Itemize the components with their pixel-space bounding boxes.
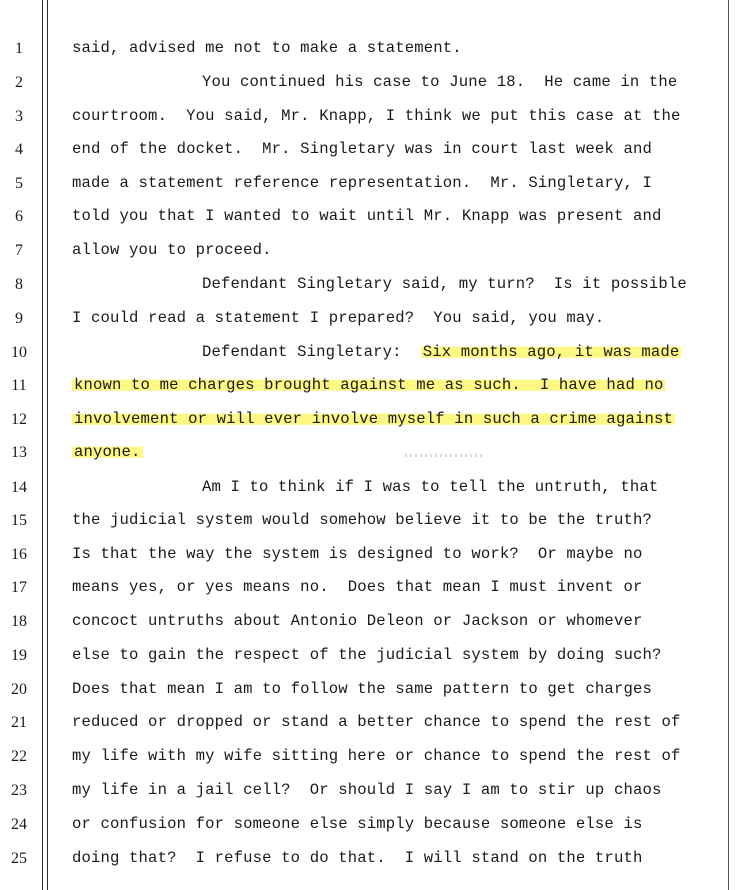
line-text: means yes, or yes means no. Does that mean I must invent or: [72, 578, 643, 596]
line-number: 1: [15, 40, 23, 57]
transcript-line-4: [0, 133, 739, 166]
line-number: 5: [15, 175, 23, 192]
line-number: 9: [15, 310, 23, 327]
transcript-line-21: [0, 706, 739, 739]
line-text: else to gain the respect of the judicial system by doing such?: [72, 646, 662, 664]
transcript-line-23: [0, 774, 739, 807]
line-number: 23: [11, 782, 27, 799]
line-number: 14: [11, 479, 27, 496]
line-text: [72, 369, 665, 402]
line-text: end of the docket. Mr. Singletary was in court last week and: [72, 140, 652, 158]
transcript-line-10: [0, 336, 739, 369]
line-number: 24: [11, 816, 27, 833]
line-number: 12: [11, 411, 27, 428]
line-text: [72, 403, 675, 436]
line-number: 3: [15, 108, 23, 125]
line-number: 17: [11, 579, 27, 596]
line-text: my life in a jail cell? Or should I say I am to stir up chaos: [72, 781, 662, 799]
line-text: the judicial system would somehow believe it to be the truth?: [72, 511, 652, 529]
transcript-line-20: [0, 673, 739, 706]
transcript-line-7: [0, 234, 739, 267]
line-number: 11: [11, 377, 27, 394]
scan-smudge: [405, 454, 483, 457]
line-number: 8: [15, 276, 23, 293]
transcript-line-15: [0, 504, 739, 537]
line-number: 16: [11, 546, 27, 563]
line-text: my life with my wife sitting here or chance to spend the rest of: [72, 747, 681, 765]
highlighted-text: known to me charges brought against me as such. I have had no: [74, 376, 664, 394]
transcript-line-17: [0, 571, 739, 604]
highlighted-text: anyone.: [74, 443, 141, 461]
transcript-line-11: [0, 369, 739, 402]
speaker-label: Defendant Singletary:: [202, 343, 421, 361]
transcript-line-25: [0, 842, 739, 875]
transcript-line-13: [0, 436, 739, 469]
transcript-line-24: [0, 808, 739, 841]
line-text: You continued his case to June 18. He came in the: [202, 73, 678, 91]
transcript-line-14: [0, 471, 739, 504]
line-number: 19: [11, 647, 27, 664]
line-text: made a statement reference representation. Mr. Singletary, I: [72, 174, 652, 192]
transcript-line-2: [0, 66, 739, 99]
transcript-line-22: [0, 740, 739, 773]
line-number: 20: [11, 681, 27, 698]
line-text: Am I to think if I was to tell the untruth, that: [202, 478, 659, 496]
line-number: 6: [15, 208, 23, 225]
line-text: allow you to proceed.: [72, 241, 272, 259]
transcript-line-16: [0, 538, 739, 571]
line-number: 22: [11, 748, 27, 765]
transcript-line-18: [0, 605, 739, 638]
line-number: 2: [15, 74, 23, 91]
transcript-line-6: [0, 200, 739, 233]
line-text: concoct untruths about Antonio Deleon or Jackson or whomever: [72, 612, 643, 630]
transcript-line-3: [0, 100, 739, 133]
line-text: told you that I wanted to wait until Mr. Knapp was present and: [72, 207, 662, 225]
transcript-line-19: [0, 639, 739, 672]
line-text: reduced or dropped or stand a better chance to spend the rest of: [72, 713, 681, 731]
line-number: 7: [15, 242, 23, 259]
transcript-line-1: [0, 32, 739, 65]
transcript-line-5: [0, 167, 739, 200]
line-number: 13: [11, 444, 27, 461]
line-number: 25: [11, 850, 27, 867]
line-number: 18: [11, 613, 27, 630]
line-text: said, advised me not to make a statement.: [72, 39, 462, 57]
line-text: Is that the way the system is designed to work? Or maybe no: [72, 545, 643, 563]
highlighted-text: Six months ago, it was made: [422, 343, 680, 361]
line-text: [202, 336, 681, 369]
line-number: 15: [11, 512, 27, 529]
line-text: Defendant Singletary said, my turn? Is it possible: [202, 275, 687, 293]
transcript-line-8: [0, 268, 739, 301]
line-text: [72, 436, 143, 469]
line-number: 4: [15, 141, 23, 158]
line-text: I could read a statement I prepared? You said, you may.: [72, 309, 605, 327]
line-text: or confusion for someone else simply because someone else is: [72, 815, 643, 833]
line-text: doing that? I refuse to do that. I will stand on the truth: [72, 849, 643, 867]
transcript-line-9: [0, 302, 739, 335]
line-text: courtroom. You said, Mr. Knapp, I think we put this case at the: [72, 107, 681, 125]
highlighted-text: involvement or will ever involve myself in such a crime against: [74, 410, 673, 428]
line-number: 10: [11, 344, 27, 361]
transcript-line-12: [0, 403, 739, 436]
line-number: 21: [11, 714, 27, 731]
line-text: Does that mean I am to follow the same pattern to get charges: [72, 680, 652, 698]
